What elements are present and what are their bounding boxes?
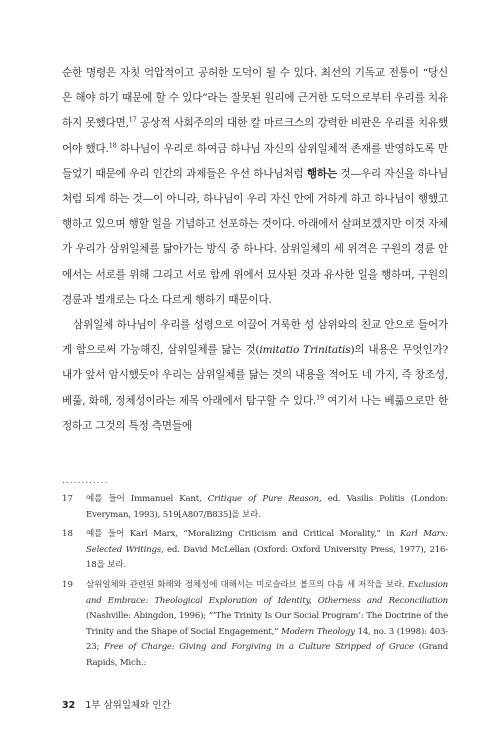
footnote-separator: ............ (62, 476, 109, 486)
footnote-18 (62, 527, 448, 574)
text-run: 삼위일체 하나님이 우리를 성령으로 이끌어 거룩한 성 삼위와의 친교 안으로 들어가게 함으로써 가능해진, 삼위일체를 닮는 것( (62, 319, 448, 357)
running-head: 1부 삼위일체와 인간 (85, 700, 171, 711)
footnote-17 (62, 492, 448, 523)
paragraph-2 (62, 313, 448, 439)
footnotes (62, 488, 448, 672)
footnote-ref-19[interactable]: 19 (316, 393, 324, 402)
page-footer (62, 697, 171, 711)
footnote-number: 18 (62, 529, 73, 540)
text-run: )의 내용은 무엇인가? 내가 앞서 암시했듯이 우리는 삼위일체를 닮는 것의 내용을 적어도 네 가지, 즉 창조성, 베풂, 화해, 정체성이라는 제목 아래에서 탐구할 수 있다. (62, 344, 449, 407)
paragraph-1 (62, 61, 448, 313)
footnote-text: 예를 들어 Karl Marx, “Moralizing Criticism and Critical Morality,” in Karl Marx: Selected Writings, ed. David McLellan (Oxford: Oxford University Press, 1977), 216-18을 보라. (86, 529, 449, 571)
footnote-text: 예를 들어 Immanuel Kant, Critique of Pure Reason, ed. Vasilis Politis (London: Everyman, 1993), 519[A807/B835]을 보라. (86, 494, 448, 520)
emphasis-text: 행하는 (306, 167, 337, 180)
latin-term: imitatio Trinitatis (259, 344, 351, 357)
text-run: 것—우리 자신을 하나님처럼 되게 하는 것—이 아니라, 하나님이 우리 자신 안에 거하게 하고 하나님이 행했고 행하고 있으며 행할 일을 기념하고 선포하는 것이다. 아래에서 살펴보겠지만 이것 자체가 우리가 삼위일체를 닮아가는 방식 중 하나다. 삼위일체의 세 위격은 구원의 경륜 안에서는 서로를 위해 그리고 서로 함께 위에서 묘사된 것과 유사한 일을 행하며, 구원의 경륜과 별개로는 다소 다르게 행하기 때문이다. (62, 167, 449, 306)
text-run: 순한 명령은 자칫 억압적이고 공허한 도덕이 될 수 있다. 최선의 기독교 전통이 “당신은 해야 하기 때문에 할 수 있다”라는 잘못된 원리에 근거한 도덕으로부터 우리를 치유하지 못했다면, (62, 67, 448, 130)
text-run: 하나님이 우리로 하여금 하나님 자신의 삼위일체적 존재를 반영하도록 만들었기 때문에 우리 인간의 과제들은 우선 하나님처럼 (62, 142, 448, 180)
footnote-19 (62, 578, 448, 672)
main-text (62, 61, 448, 439)
page-number: 32 (62, 700, 76, 711)
footnote-number: 19 (62, 579, 73, 590)
footnote-number: 17 (62, 494, 73, 504)
footnote-ref-18[interactable]: 18 (108, 141, 117, 150)
footnote-text: 삼위일체와 관련된 화해와 정체성에 대해서는 미로슬라브 볼프의 다음 세 저작을 보라. Exclusion and Embrace: Theological Exploration of Identity, Otherness and Reconciliation (Nashville: Abingdon, 1996); “‘The Trinity Is Our Social Program’: The Doctrine of the Trinity and the Shape of Social Engagement,” Modern Theology 14, no. 3 (1998): 403-23; Free of Charge: Giving and Forgiving in a Culture Stripped of Grace (Grand Rapids, Mich.: (86, 579, 448, 668)
footnote-ref-17[interactable]: 17 (128, 115, 137, 124)
text-run: 공상적 사회주의의 대한 칼 마르크스의 강력한 비판은 우리를 치유했어야 했다. (62, 117, 448, 155)
text-run: 여기서 나는 베풂으로만 한정하고 그것의 특정 측면들에 (62, 394, 448, 432)
